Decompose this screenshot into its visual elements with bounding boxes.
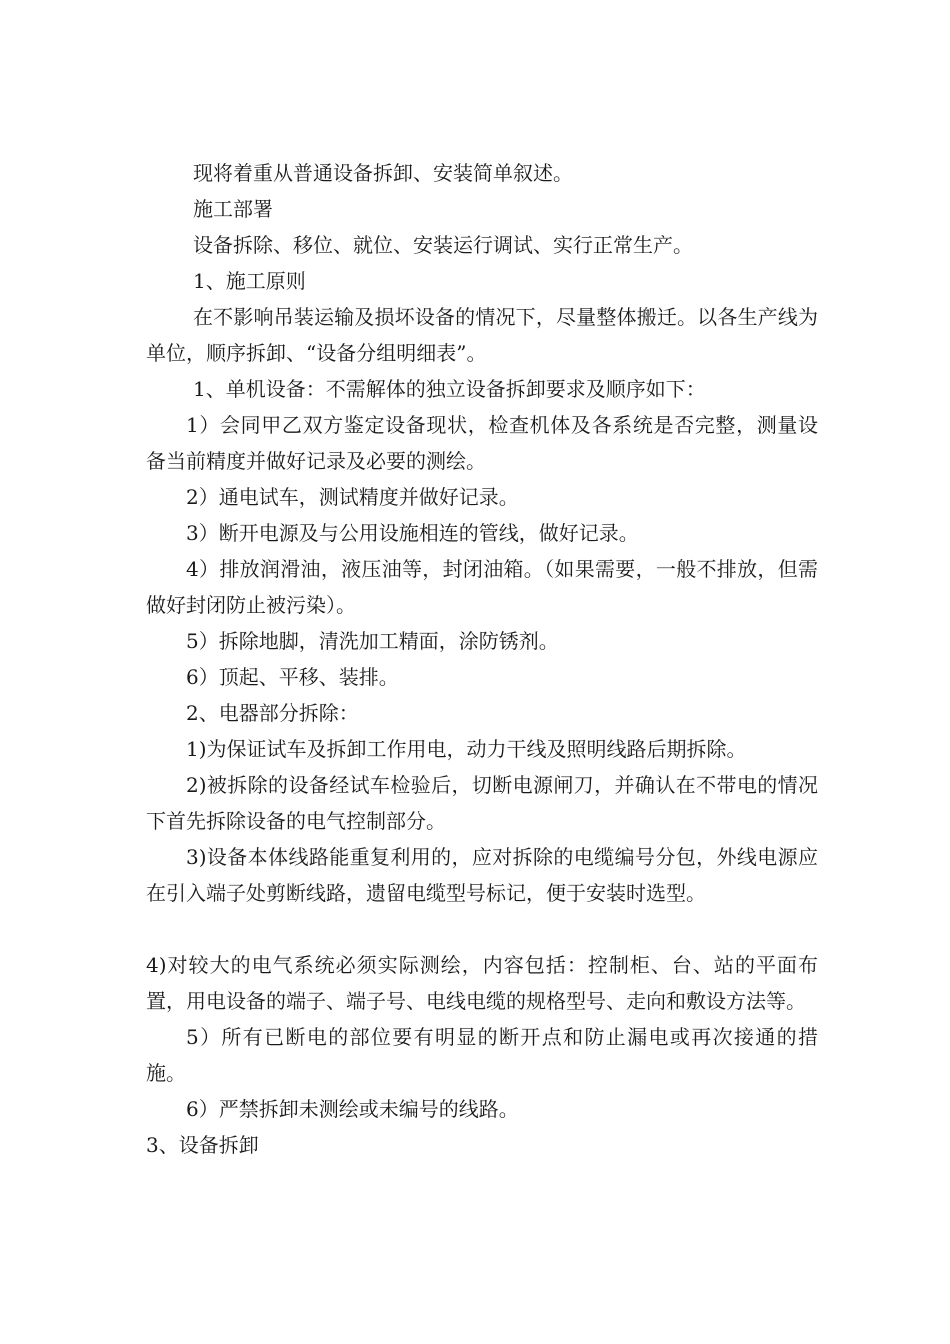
section-heading: 1、单机设备：不需解体的独立设备拆卸要求及顺序如下：	[193, 377, 706, 401]
list-item: 3）断开电源及与公用设施相连的管线，做好记录。	[186, 521, 639, 545]
section-heading: 3、设备拆卸	[146, 1133, 259, 1157]
section-heading: 1、施工原则	[193, 269, 306, 293]
paragraph: 设备拆除、移位、就位、安装运行调试、实行正常生产。	[193, 233, 693, 257]
paragraph: 在不影响吊装运输及损坏设备的情况下，尽量整体搬迁。以各生产线为单位，顺序拆卸、“设备分组明细表”。	[146, 305, 818, 365]
list-item: 2)被拆除的设备经试车检验后，切断电源闸刀，并确认在不带电的情况下首先拆除设备的电气控制部分。	[146, 773, 818, 833]
section-heading: 2、电器部分拆除：	[186, 701, 359, 725]
list-item: 5）所有已断电的部位要有明显的断开点和防止漏电或再次接通的措施。	[146, 1025, 818, 1085]
list-item: 4）排放润滑油，液压油等，封闭油箱。（如果需要，一般不排放，但需做好封闭防止被污染）。	[146, 557, 818, 617]
list-item: 1)为保证试车及拆卸工作用电，动力干线及照明线路后期拆除。	[186, 737, 747, 761]
list-item: 6）严禁拆卸未测绘或未编号的线路。	[186, 1097, 519, 1121]
section-heading: 施工部署	[193, 197, 273, 221]
list-item: 3)设备本体线路能重复利用的，应对拆除的电缆编号分包，外线电源应在引入端子处剪断线路，遗留电缆型号标记，便于安装时选型。	[146, 845, 818, 905]
list-item: 1）会同甲乙双方鉴定设备现状，检查机体及各系统是否完整，测量设备当前精度并做好记录及必要的测绘。	[146, 413, 818, 473]
document-body	[146, 155, 818, 1163]
paragraph: 现将着重从普通设备拆卸、安装简单叙述。	[193, 161, 573, 185]
list-item: 6）顶起、平移、装排。	[186, 665, 399, 689]
list-item: 5）拆除地脚，清洗加工精面，涂防锈剂。	[186, 629, 559, 653]
list-item: 2）通电试车，测试精度并做好记录。	[186, 485, 519, 509]
list-item: 4)对较大的电气系统必须实际测绘，内容包括：控制柜、台、站的平面布置，用电设备的端子、端子号、电线电缆的规格型号、走向和敷设方法等。	[146, 953, 818, 1013]
